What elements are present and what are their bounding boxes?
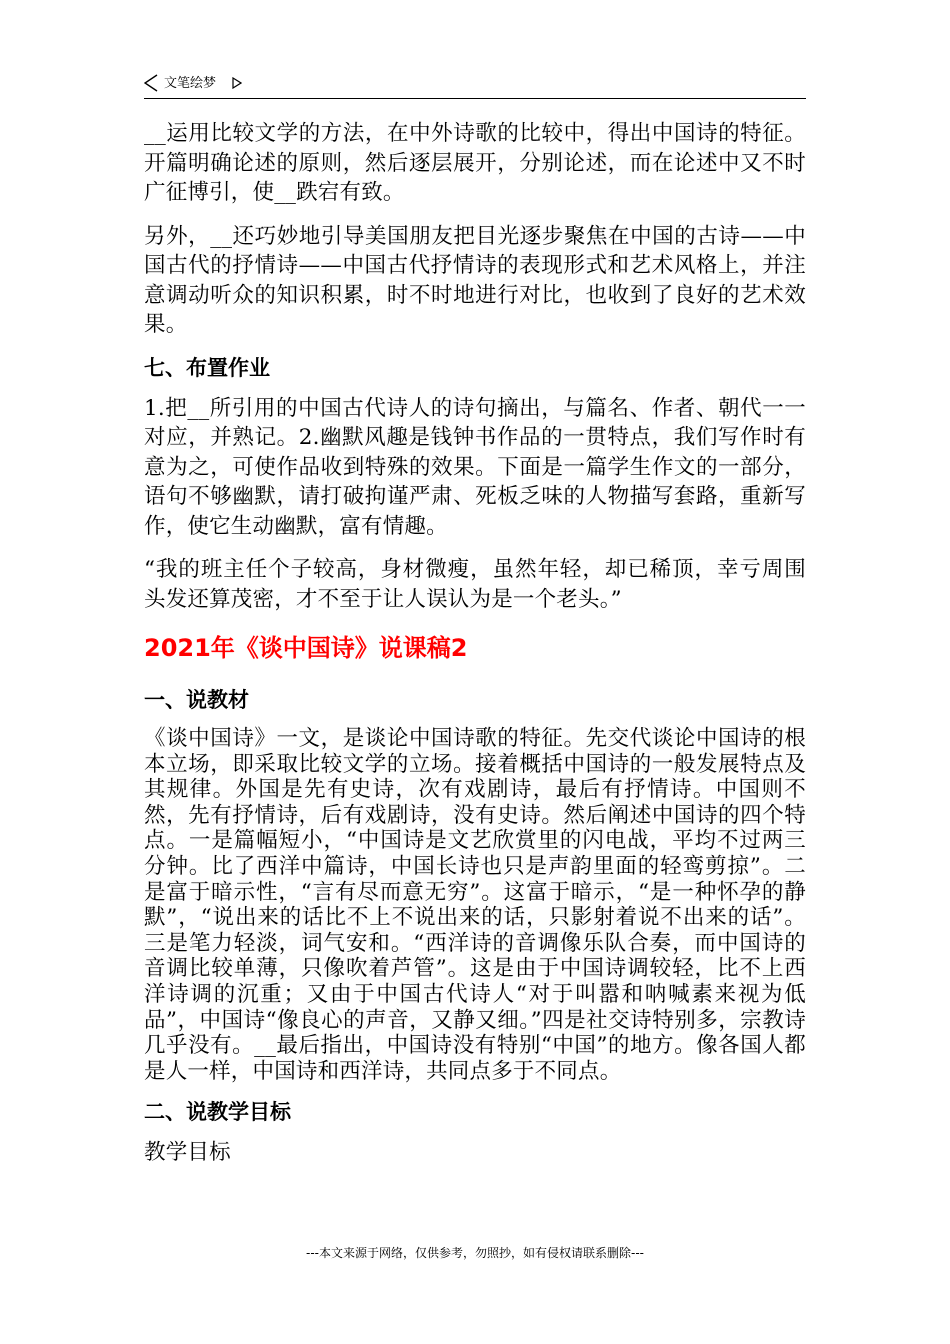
- paragraph-textbook: 《谈中国诗》一文，是谈论中国诗歌的特征。先交代谈论中国诗的根本立场，即采取比较文学的立场。接着概括中国诗的一般发展特点及其规律。外国是先有史诗，次有戏剧诗，最后有抒情诗。中国则不然，先有抒情诗，后有戏剧诗，没有史诗。然后阐述中国诗的四个特点。一是篇幅短小，“中国诗是文艺欣赏里的闪电战，平均不过两三分钟。比了西洋中篇诗，中国长诗也只是声韵里面的轻鸾剪掠”。二是富于暗示性，“言有尽而意无穷”。这富于暗示，“是一种怀孕的静默”，“说出来的话比不上不说出来的话，只影射着说不出来的话”。三是笔力轻淡，词气安和。“西洋诗的音调像乐队合奏，而中国诗的音调比较单薄，只像吹着芦管”。这是由于中国诗调较轻，比不上西洋诗调的沉重；又由于中国古代诗人“对于叫嚣和呐喊素来视为低品”，中国诗“像良心的声音，又静又细。”四是社交诗特别多，宗教诗几乎没有。__最后指出，中国诗没有特别“中国”的地方。像各国人都是人一样，中国诗和西洋诗，共同点多于不同点。: [144, 726, 806, 1084]
- paragraph-homework: 1.把__所引用的中国古代诗人的诗句摘出，与篇名、作者、朝代一一对应，并熟记。2.幽默风趣是钱钟书作品的一贯特点，我们写作时有意为之，可使作品收到特殊的效果。下面是一篇学生作文的一部分，语句不够幽默，请打破拘谨严肃、死板乏味的人物描写套路，重新写作，使它生动幽默，富有情趣。: [144, 395, 806, 539]
- left-triangle-icon: [144, 74, 158, 92]
- paragraph-goals: 教学目标: [144, 1140, 231, 1166]
- right-triangle-icon: [232, 77, 242, 89]
- page-header: [144, 72, 806, 99]
- paragraph-quote: “我的班主任个子较高，身材微瘦，虽然年轻，却已稀顶，幸亏周围头发还算茂密，才不至于让人误认为是一个老头。”: [144, 557, 806, 612]
- heading-textbook: 一、说教材: [144, 688, 249, 712]
- header-brand: 文笔绘梦: [164, 76, 217, 91]
- heading-teaching-goals: 二、说教学目标: [144, 1100, 291, 1125]
- heading-homework: 七、布置作业: [144, 355, 270, 380]
- section-title: 2021年《谈中国诗》说课稿2: [144, 634, 468, 662]
- paragraph-method: __运用比较文学的方法，在中外诗歌的比较中，得出中国诗的特征。开篇明确论述的原则，然后逐层展开，分别论述，而在论述中又不时广征博引，使__跌宕有致。: [144, 121, 806, 205]
- paragraph-guidance: 另外，__还巧妙地引导美国朋友把目光逐步聚焦在中国的古诗——中国古代的抒情诗——中国古代抒情诗的表现形式和艺术风格上，并注意调动听众的知识积累，时不时地进行对比，也收到了良好的艺术效果。: [144, 223, 806, 337]
- page-footer: ---本文来源于网络，仅供参考，勿照抄，如有侵权请联系删除---: [306, 1246, 644, 1260]
- document-body: [144, 119, 806, 1182]
